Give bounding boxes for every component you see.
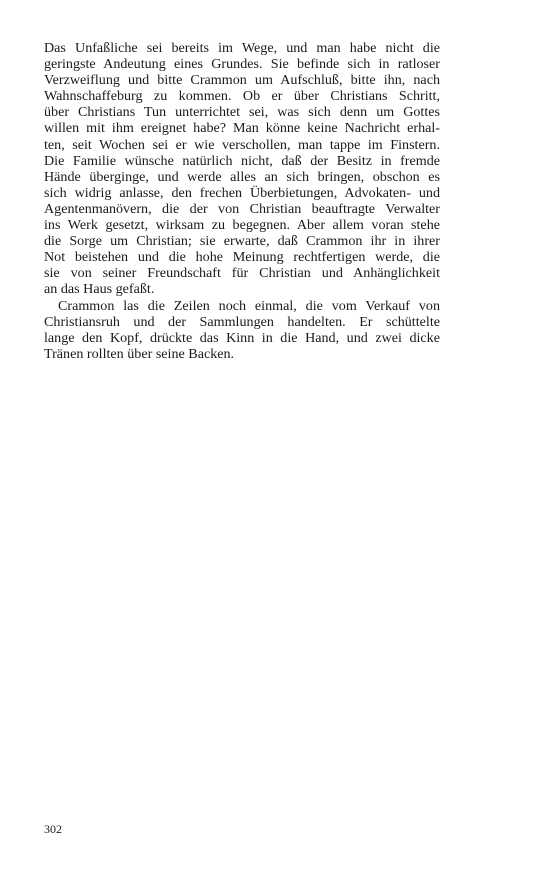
text-line: Agentenmanövern, die der von Christian beauftragte Verwalter	[44, 200, 440, 217]
paragraph-2	[44, 298, 440, 362]
text-line: über Christians Tun unterrichtet sei, was sich denn um Gottes	[44, 104, 440, 121]
text-line: sich widrig anlasse, den frechen Überbietungen, Advokaten- und	[44, 184, 440, 201]
text-line: die Sorge um Christian; sie erwarte, daß Crammon ihr in ihrer	[44, 233, 440, 250]
text-line: ten, seit Wochen sei er wie verschollen, man tappe im Finstern.	[44, 136, 440, 153]
text-line: Hände überginge, und werde alles an sich bringen, obschon es	[44, 168, 440, 185]
text-line: Verzweiflung und bitte Crammon um Aufschluß, bitte ihn, nach	[44, 72, 440, 89]
text-line: an das Haus gefaßt.	[44, 281, 155, 298]
text-line: Wahnschaffeburg zu kommen. Ob er über Christians Schritt,	[44, 88, 440, 105]
text-line: willen mit ihm ereignet habe? Man könne keine Nachricht erhal-	[44, 120, 440, 137]
text-line: Tränen rollten über seine Backen.	[44, 345, 235, 362]
text-line: ins Werk gesetzt, wirksam zu begegnen. Aber allem voran stehe	[44, 217, 440, 234]
text-line: Crammon las die Zeilen noch einmal, die vom Verkauf von	[58, 297, 440, 314]
paragraph-1	[44, 40, 440, 298]
text-line: Die Familie wünsche natürlich nicht, daß der Besitz in fremde	[44, 152, 440, 169]
text-line: Christiansruh und der Sammlungen handelten. Er schüttelte	[44, 313, 440, 330]
text-line: lange den Kopf, drückte das Kinn in die Hand, und zwei dicke	[44, 329, 440, 346]
page-number: 302	[44, 822, 62, 836]
text-line: Das Unfaßliche sei bereits im Wege, und man habe nicht die	[44, 40, 440, 56]
text-line: geringste Andeutung eines Grundes. Sie befinde sich in ratloser	[44, 56, 440, 73]
text-line: Not beistehen und die hohe Meinung rechtfertigen werde, die	[44, 249, 440, 266]
body-text	[44, 40, 440, 362]
text-line: sie von seiner Freundschaft für Christian und Anhänglichkeit	[44, 265, 440, 282]
